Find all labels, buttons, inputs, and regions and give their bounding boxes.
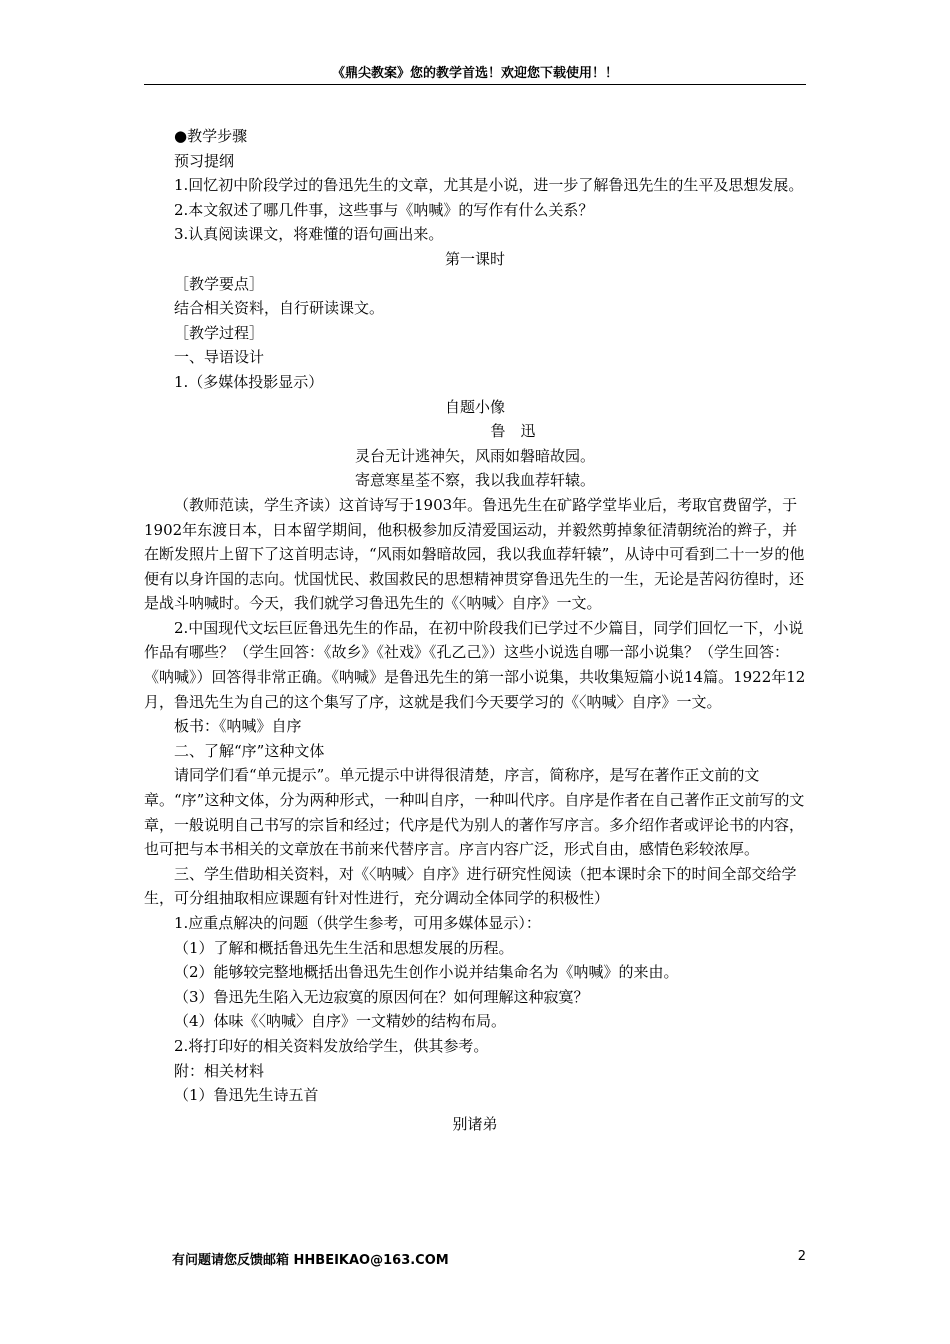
lesson-title: 第一课时 <box>444 249 505 268</box>
question-item: （4）体味《〈呐喊〉自序》一文精妙的结构布局。 <box>174 1012 507 1031</box>
list-item: 1.（多媒体投影显示） <box>174 372 324 391</box>
paragraph: 请同学们看“单元提示”。单元提示中讲得很清楚，序言，简称序，是写在著作正文前的文章。“序”这种文体，分为两种形式，一种叫自序，一种叫代序。自序是作者在自己著作正文前写的文章，一般说明自己书写的宗旨和经过；代序是代为别人的著作写序言。多介绍作者或评论书的内容，也可把与本书相关的文章放在书前来代替序言。序言内容广泛，形式自由，感情色彩较浓厚。 <box>144 766 805 859</box>
preview-heading: 预习提纲 <box>174 151 235 170</box>
list-item: 1.应重点解决的问题（供学生参考，可用多媒体显示）： <box>174 914 541 932</box>
question-item: （2）能够较完整地概括出鲁迅先生创作小说并结集命名为《呐喊》的来由。 <box>174 963 679 982</box>
key-points-text: 结合相关资料，自行研读课文。 <box>174 299 385 318</box>
section-heading-2: 二、了解“序”这种文体 <box>174 741 325 760</box>
paragraph: （教师范读，学生齐读）这首诗写于1903年。鲁迅先生在矿路学堂毕业后，考取官费留学，于1902年东渡日本，日本留学期间，他积极参加反清爱国运动，并毅然剪掉象征清朝统治的辫子，并在断发照片上留下了这首明志诗，“风雨如磐暗故园，我以我血荐轩辕”，从诗中可看到二十一岁的他便有以身许国的志向。忧国忧民、救国救民的思想精神贯穿鲁迅先生的一生，无论是苦闷彷徨时，还是战斗呐喊时。今天，我们就学习鲁迅先生的《〈呐喊〉自序》一文。 <box>144 495 805 613</box>
header-divider <box>144 84 806 85</box>
page-footer: 有问题请您反馈邮箱 HHBEIKAO@163.COM <box>172 1253 449 1268</box>
list-item: 2.将打印好的相关资料发放给学生，供其参考。 <box>174 1036 489 1055</box>
page-header: 《鼎尖教案》您的教学首选！欢迎您下载使用！！ <box>331 66 618 81</box>
question-item: （3）鲁迅先生陷入无边寂寞的原因何在？如何理解这种寂寞？ <box>174 987 589 1006</box>
paragraph: 2.中国现代文坛巨匠鲁迅先生的作品，在初中阶段我们已学过不少篇目，同学们回忆一下，小说作品有哪些？（学生回答：《故乡》《社戏》《孔乙己》）这些小说选自哪一部小说集？（学生回答：《呐喊》）回答得非常正确。《呐喊》是鲁迅先生的第一部小说集，共收集短篇小说14篇。1922年12月，鲁迅先生为自己的这个集写了序，这就是我们今天要学习的《〈呐喊〉自序》一文。 <box>144 618 806 711</box>
process-label: ［教学过程］ <box>174 323 265 342</box>
page-number: 2 <box>797 1249 806 1264</box>
section-heading-3: 三、学生借助相关资料，对《〈呐喊〉自序》进行研究性阅读（把本课时余下的时间全部交给学生，可分组抽取相应课题有针对性进行，充分调动全体同学的积极性） <box>144 864 797 908</box>
key-points-label: ［教学要点］ <box>174 274 265 293</box>
poem-title: 自题小像 <box>444 397 505 416</box>
preview-item-3: 3.认真阅读课文，将难懂的语句画出来。 <box>174 225 444 244</box>
preview-item-2: 2.本文叙述了哪几件事，这些事与《呐喊》的写作有什么关系？ <box>174 200 594 219</box>
steps-heading: ●教学步骤 <box>174 127 248 145</box>
poem-title: 别诸弟 <box>452 1114 498 1133</box>
poem-line: 灵台无计逃神矢，风雨如磐暗故园。 <box>354 446 595 465</box>
question-item: （1）了解和概括鲁迅先生生活和思想发展的历程。 <box>174 938 514 957</box>
preview-item-1: 1.回忆初中阶段学过的鲁迅先生的文章，尤其是小说，进一步了解鲁迅先生的生平及思想发展。 <box>174 176 804 195</box>
poem-author: 鲁 迅 <box>490 422 536 441</box>
board-note: 板书：《呐喊》自序 <box>174 717 302 736</box>
section-heading-1: 一、导语设计 <box>174 348 265 367</box>
document-body <box>144 124 806 1136</box>
appendix-heading: 附：相关材料 <box>174 1061 265 1080</box>
appendix-item: （1）鲁迅先生诗五首 <box>174 1086 319 1105</box>
poem-line: 寄意寒星荃不察，我以我血荐轩辕。 <box>354 471 595 490</box>
